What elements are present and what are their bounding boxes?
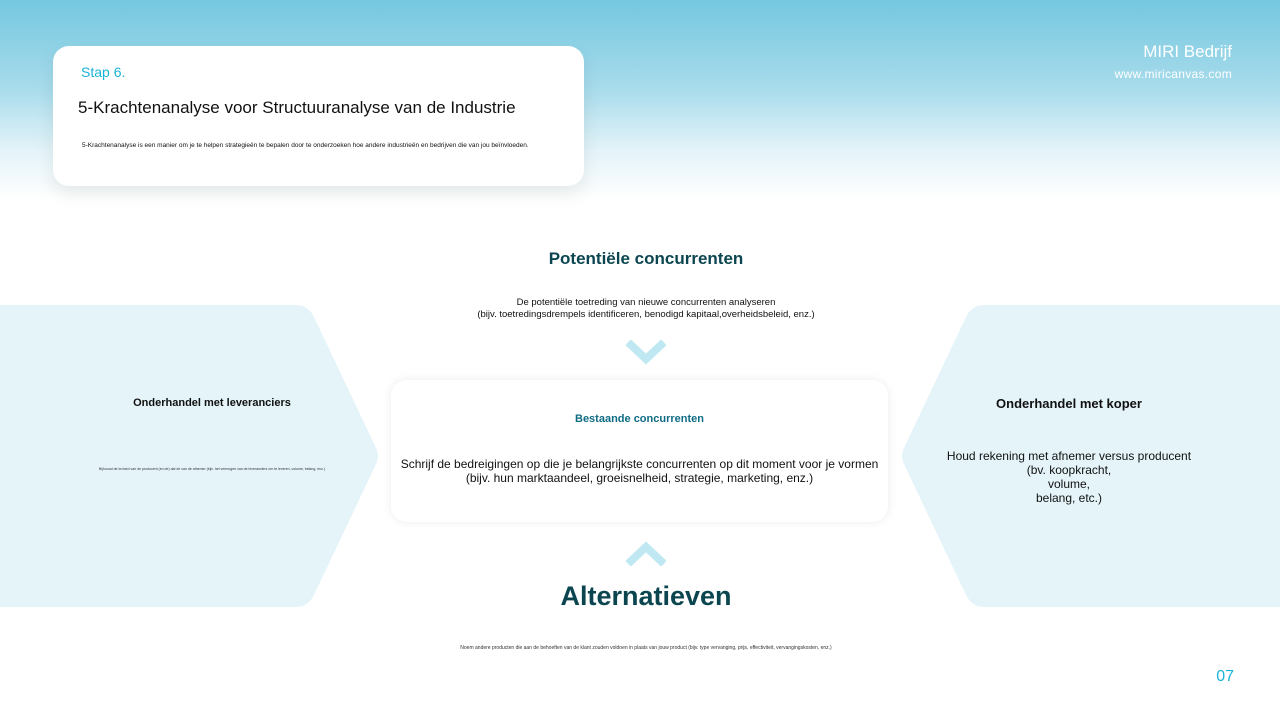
existing-competitors-card (391, 380, 888, 522)
potential-competitors-title: Potentiële concurrenten (548, 249, 744, 268)
buyers-description-line: volume, (1047, 477, 1091, 491)
buyers-description-line: (bv. koopkracht, (1026, 463, 1112, 477)
suppliers-description: Bijhouud de invloed van de producent (en de) dat de van de afnemer (bijv. het vermogen van de leveranciers om te leveren, volume, belang, enz.) (98, 467, 325, 471)
potential-competitors-description (396, 297, 896, 321)
alternatives-title: Alternatieven (560, 581, 732, 611)
brand-url: www.miricanvas.com (1114, 67, 1232, 81)
buyers-description-line: Houd rekening met afnemer versus producent (946, 449, 1192, 463)
chevron-up-icon (626, 540, 666, 566)
potential-description-line: (bijv. toetredingsdrempels identificeren, benodigd kapitaal,overheidsbeleid, enz.) (477, 309, 815, 320)
existing-description-line: (bijv. hun marktaandeel, groeisnelheid, strategie, marketing, enz.) (465, 471, 814, 485)
step-label: Stap 6. (81, 64, 126, 80)
alternatives-description: Noem andere producten die aan de behoeften van de klant zouden voldoen in plaats van jouw product (bijv. type vervanging, prijs, effectiviteit, vervangingskosten, enz.) (460, 645, 832, 651)
suppliers-hexagon (0, 305, 380, 607)
page-subtitle: 5-Krachtenanalyse is een manier om je te helpen strategieën te bepalen door te onderzoeken hoe andere industrieën en bedrijven die van jou beïnvloeden. (82, 142, 529, 149)
buyers-description (940, 449, 1198, 505)
page-title: 5-Krachtenanalyse voor Structuuranalyse van de Industrie (78, 98, 516, 117)
existing-competitors-description (391, 457, 888, 485)
potential-description-line: De potentiële toetreding van nieuwe concurrenten analyseren (516, 297, 776, 308)
existing-description-line: Schrijf de bedreigingen op die je belangrijkste concurrenten op dit moment voor je vormen (400, 457, 879, 471)
title-card (53, 46, 584, 186)
brand-name: MIRI Bedrijf (1143, 42, 1232, 61)
existing-competitors-title: Bestaande concurrenten (575, 413, 704, 425)
page-number: 07 (1216, 668, 1234, 685)
buyers-title: Onderhandel met koper (996, 396, 1142, 411)
chevron-down-icon (626, 340, 666, 366)
suppliers-title: Onderhandel met leveranciers (133, 397, 291, 409)
buyers-description-line: belang, etc.) (1035, 491, 1103, 505)
